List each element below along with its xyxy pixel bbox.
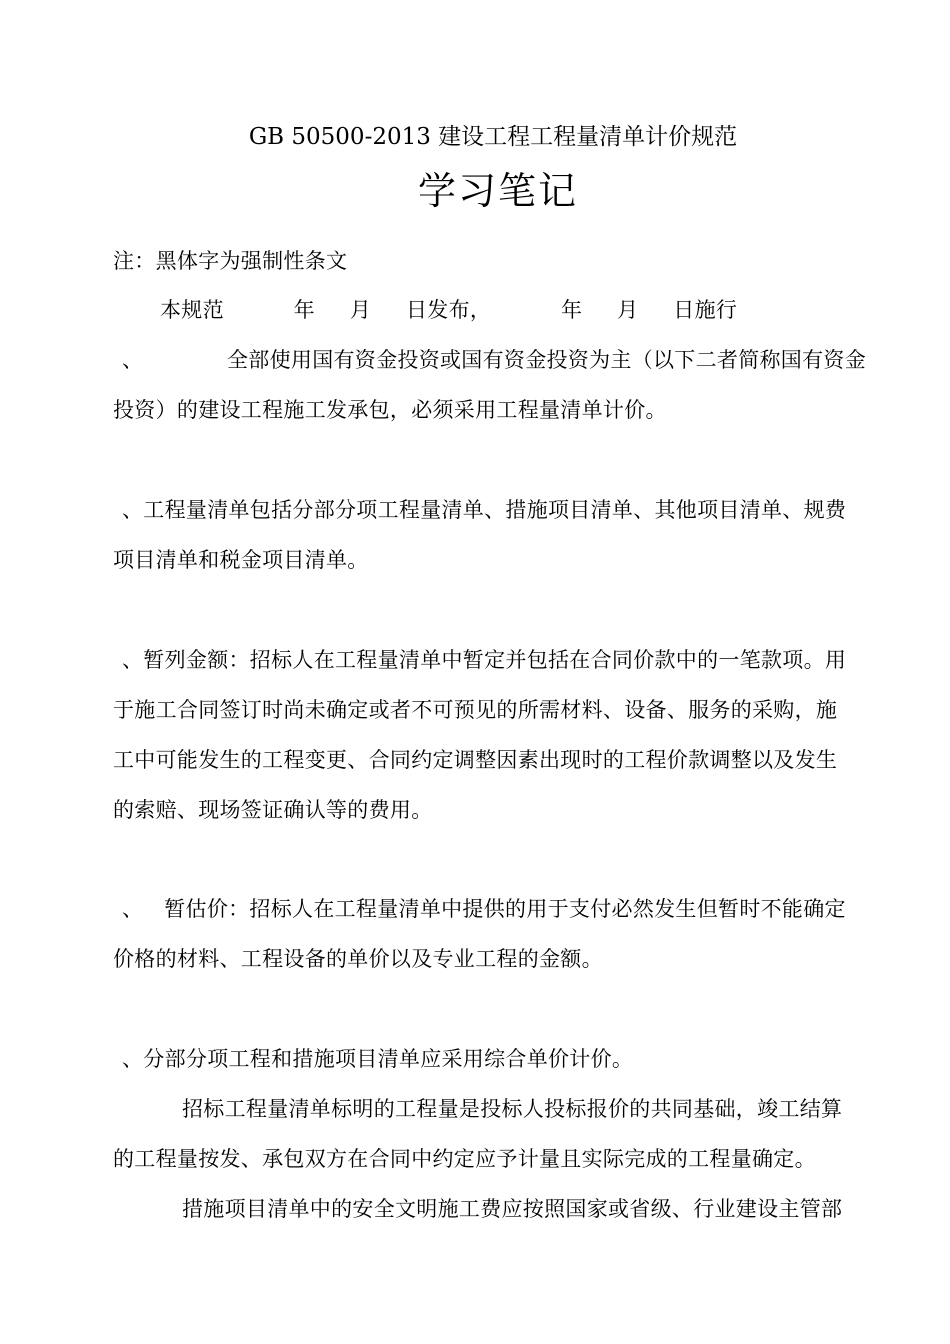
text-line: 的工程量按发、承包双方在合同中约定应予计量且实际完成的工程量确定。 (113, 1147, 816, 1171)
text-line: 招标工程量清单标明的工程量是投标人投标报价的共同基础，竣工结算 (182, 1097, 843, 1121)
note-line: 注：黑体字为强制性条文 (113, 249, 348, 273)
text-line: 工中可能发生的工程变更、合同约定调整因素出现时的工程价款调整以及发生 (113, 748, 838, 772)
date-line: 本规范 年 月 日发布， 年 月 日施行 (160, 298, 738, 322)
text-line: 的索赔、现场签证确认等的费用。 (113, 798, 433, 822)
text-line: 投资）的建设工程施工发承包，必须采用工程量清单计价。 (113, 398, 667, 422)
text-line: 、工程量清单包括分部分项工程量清单、措施项目清单、其他项目清单、规费 (122, 498, 847, 522)
text-line: 于施工合同签订时尚未确定或者不可预见的所需材料、设备、服务的采购，施 (113, 698, 838, 722)
text-line: 措施项目清单中的安全文明施工费应按照国家或省级、行业建设主管部 (182, 1197, 843, 1221)
text-line: 项目清单和税金项目清单。 (113, 548, 369, 572)
text-line: 、暂列金额：招标人在工程量清单中暂定并包括在合同价款中的一笔款项。用 (122, 648, 847, 672)
text-line: 、分部分项工程和措施项目清单应采用综合单价计价。 (122, 1047, 634, 1071)
text-line: 、 暂估价：招标人在工程量清单中提供的用于支付必然发生但暂时不能确定 (122, 897, 846, 921)
text-line: 价格的材料、工程设备的单价以及专业工程的金额。 (113, 947, 603, 971)
text-line: 、 全部使用国有资金投资或国有资金投资为主（以下二者简称国有资金 (122, 348, 867, 372)
document-title: 学习笔记 (417, 169, 578, 213)
document-subtitle: GB 50500-2013 建设工程工程量清单计价规范 (248, 124, 738, 150)
